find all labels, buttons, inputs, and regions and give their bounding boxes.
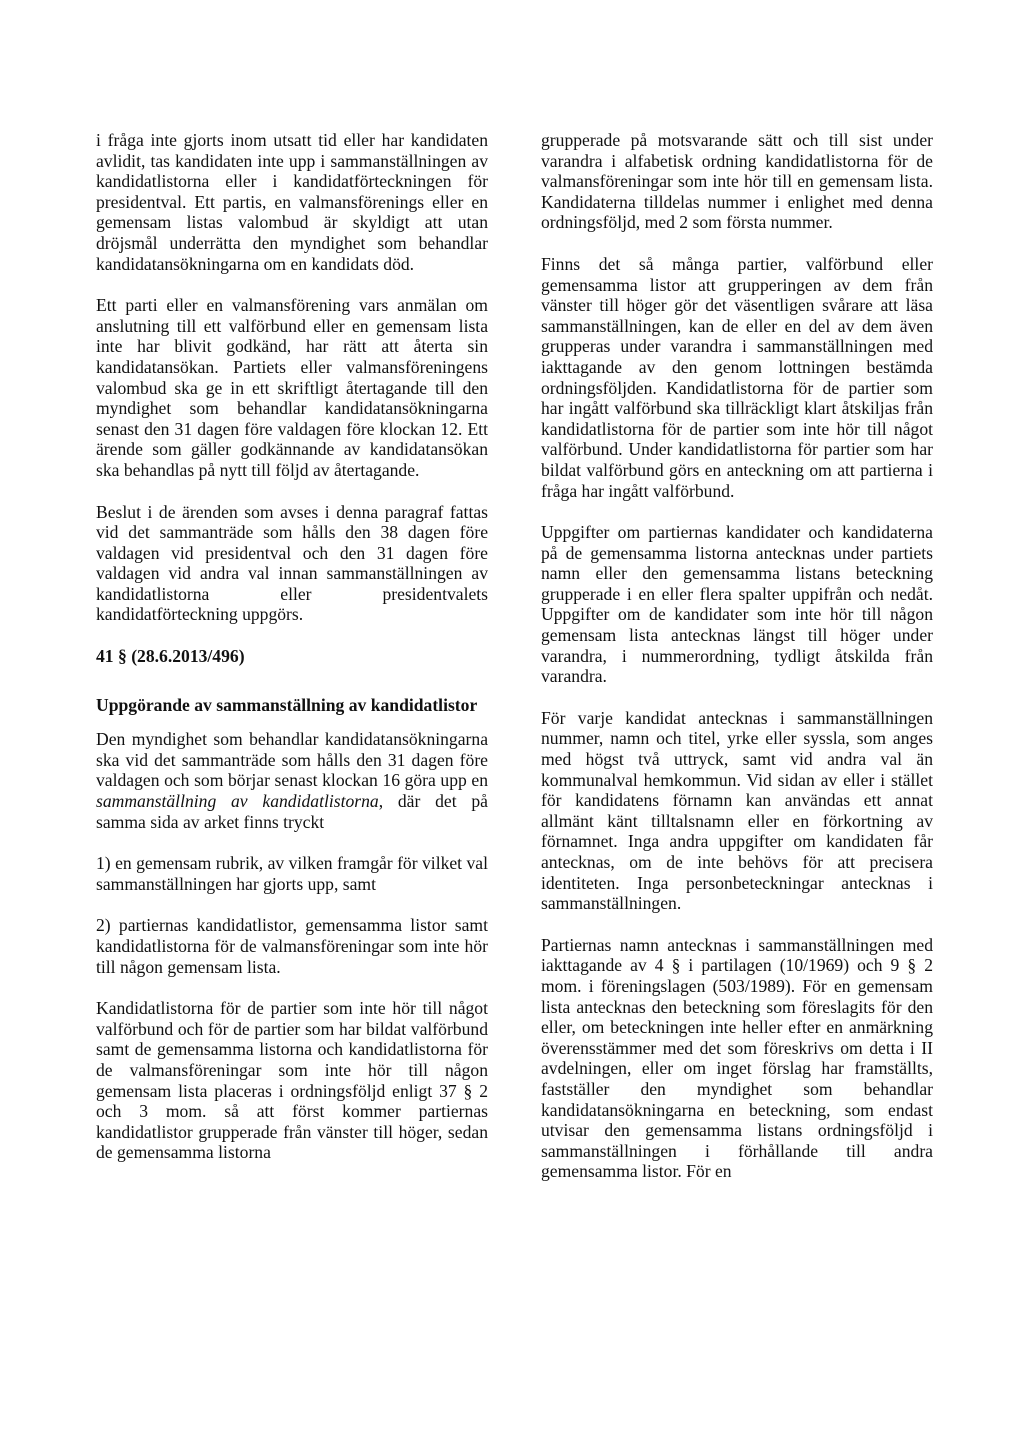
paragraph: För varje kandidat antecknas i sammanställningen nummer, namn och titel, yrke eller syssla, som anges med högst två uttryck, samt vid andra val än kommunalval hemkommun. Vid sidan av eller i stället för kandidatens förnamn kan användas ett annat allmänt känt tilltalsnamn eller en förkortning av förnamnet. Inga andra uppgifter om kandidaten får antecknas, om de inte behövs för att precisera identiteten. Inga personbeteckningar antecknas i sammanställningen. (541, 707, 933, 914)
paragraph: Beslut i de ärenden som avses i denna paragraf fattas vid det sammanträde som hålls den 38 dagen före valdagen vid presidentval och den 31 dagen före valdagen vid andra val innan sammanställningen av kandidatlistorna eller presidentvalets kandidatförteckning uppgörs. (96, 501, 488, 625)
paragraph: Ett parti eller en valmansförening vars anmälan om anslutning till ett valförbund eller en gemensam lista inte har blivit godkänd, har rätt att återta sin kandidatansökan. Partiets eller valmansföreningens valombud ska ge in ett skriftligt återtagande till den myndighet som behandlar kandidatansökningarna senast den 31 dagen före valdagen före klockan 12. Ett ärende som gäller godkännande av kandidatansökan ska behandlas på nytt till följd av återtagande. (96, 295, 488, 480)
paragraph (96, 729, 488, 832)
paragraph: Uppgifter om partiernas kandidater och kandidaterna på de gemensamma listorna antecknas under partiets namn eller den gemensamma listans beteckning grupperade i en eller flera spalter uppifrån och nedåt. Uppgifter om de kandidater som inte hör till någon gemensam lista antecknas längst till höger under varandra, i nummerordning, tydligt åtskilda från varandra. (541, 522, 933, 687)
defined-term: sammanställning av kandidatlistorna (96, 791, 379, 812)
section-number: 41 § (28.6.2013/496) (96, 646, 245, 667)
paragraph: i fråga inte gjorts inom utsatt tid eller har kandidaten avlidit, tas kandidaten inte upp i sammanställningen av kandidatlistorna eller i kandidatförteckningen för presidentval. Ett partis, en valmansförenings eller en gemensam listas valombud är skyldigt att utan dröjsmål underrätta den myndighet som behandlar kandidatansökningarna om en kandidats död. (96, 130, 488, 274)
list-item: 2) partiernas kandidatlistor, gemensamma listor samt kandidatlistorna för de valmansföreningar som inte hör till någon gemensam lista. (96, 915, 488, 977)
paragraph: Finns det så många partier, valförbund eller gemensamma listor att grupperingen av dem från vänster till höger gör det väsentligen svårare att läsa sammanställningen, kan de eller en del av dem även grupperas under varandra i sammanställningen med iakttagande av den genom lottningen bestämda ordningsföljden. Kandidatlistorna för de partier som har ingått valförbund ska tillräckligt klart åtskiljas från kandidatlistorna för de partier som inte hör till något valförbund. Under kandidatlistorna för partier som har bildat valförbund görs en anteckning om att partierna i fråga har ingått valförbund. (541, 253, 933, 501)
paragraph: Partiernas namn antecknas i sammanställningen med iakttagande av 4 § i partilagen (10/1969) och 9 § 2 mom. i föreningslagen (503/1989). För en gemensam lista antecknas den beteckning som föreslagits för den eller, om beteckningen inte heller efter en anmärkning överensstämmer med det som föreskrivs om detta i II avdelningen, eller om inget förslag har framställts, fastställer den myndighet som behandlar kandidatansökningarna en beteckning, som endast utvisar den gemensamma listans ordningsföljd i sammanställningen i förhållande till andra gemensamma listor. För en (541, 934, 933, 1182)
list-item: 1) en gemensam rubrik, av vilken framgår för vilket val sammanställningen har gjorts upp, samt (96, 853, 488, 894)
paragraph: grupperade på motsvarande sätt och till sist under varandra i alfabetisk ordning kandidatlistorna för de valmansföreningar som inte hör till en gemensam lista. Kandidaterna tilldelas nummer i enlighet med denna ordningsföljd, med 2 som första nummer. (541, 130, 933, 233)
paragraph-text: , där det på samma sida av arket finns tryckt (96, 791, 488, 832)
left-column (96, 130, 488, 1184)
right-column (541, 130, 933, 1203)
section-title: Uppgörande av sammanställning av kandidatlistor (96, 694, 478, 715)
paragraph: Kandidatlistorna för de partier som inte hör till något valförbund och för de partier som har bildat valförbund samt de gemensamma listorna och kandidatlistorna för de valmansföreningar som inte hör till någon gemensam lista placeras i ordningsföljd enligt 37 § 2 och 3 mom. så att först kommer partiernas kandidatlistor grupperade från vänster till höger, sedan de gemensamma listorna (96, 998, 488, 1163)
paragraph-text: Den myndighet som behandlar kandidatansökningarna ska vid det sammanträde som hålls den 31 dagen före valdagen och som börjar senast klockan 16 göra upp en (96, 729, 488, 791)
